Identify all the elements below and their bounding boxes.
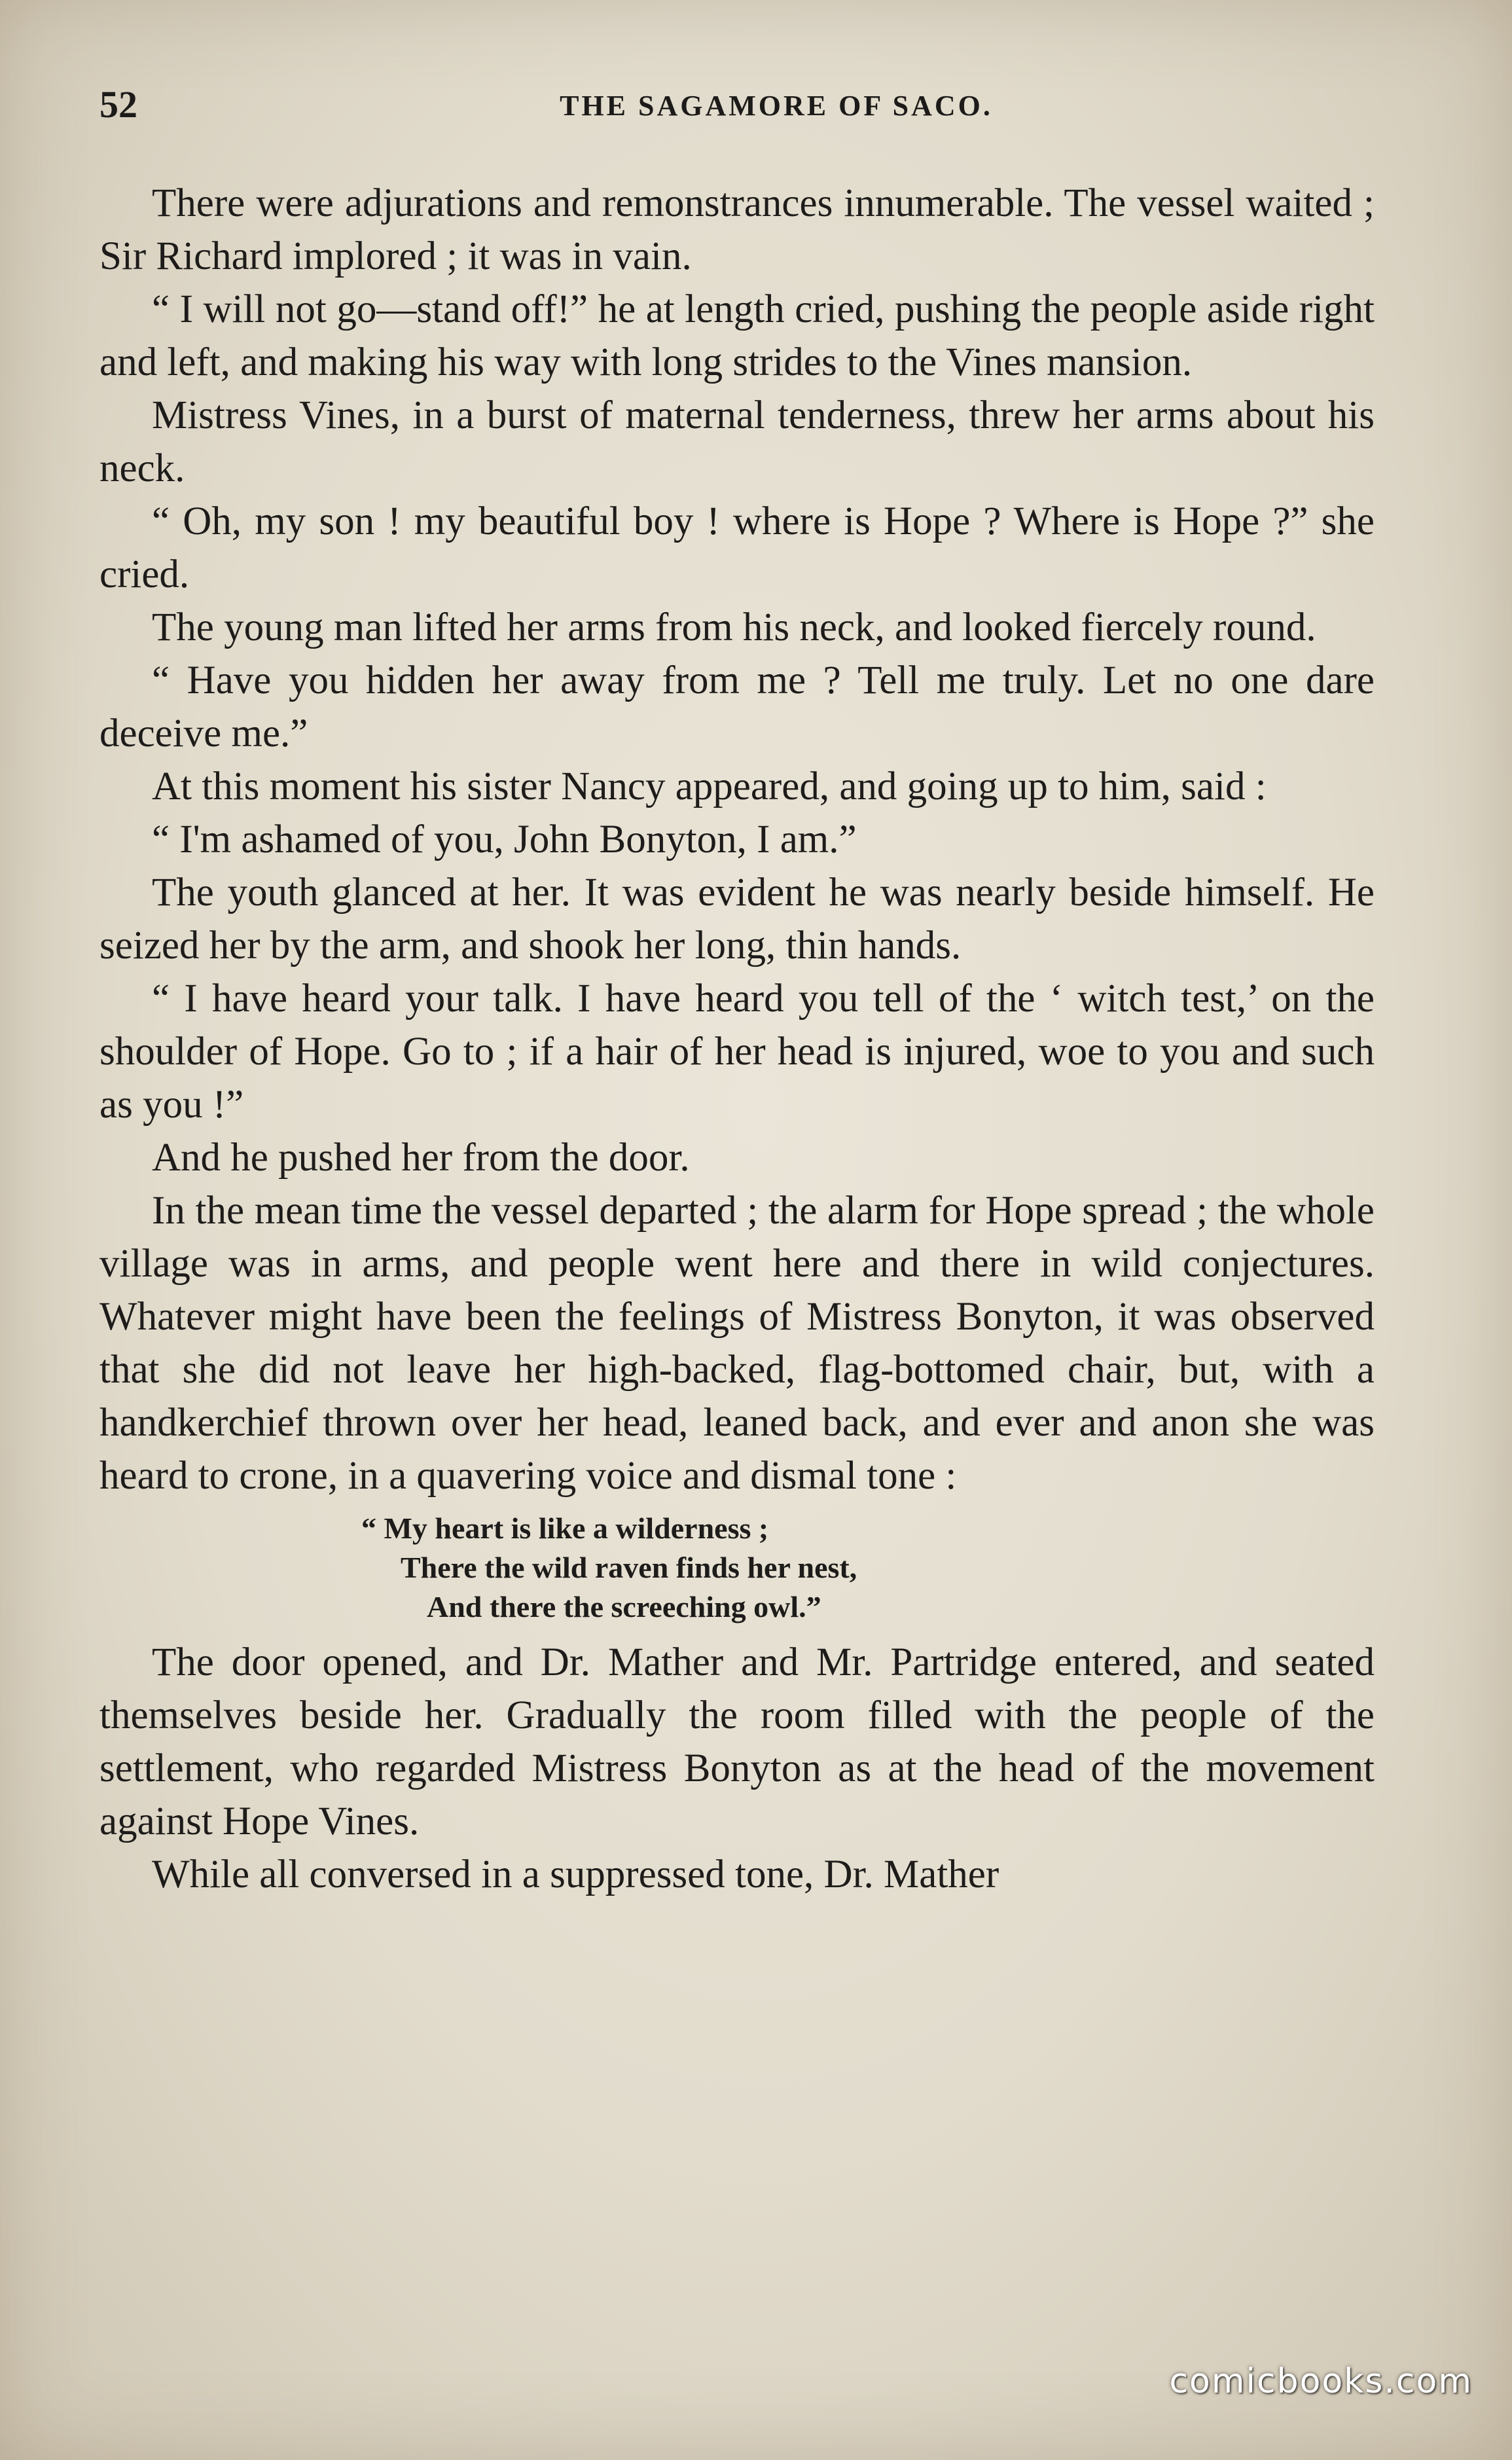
paragraph: “ I will not go—stand off!” he at length cried, pushing the people aside right and left, and making his way with long strides to the Vines mansion.	[99, 287, 1375, 384]
verse-line: There the wild raven finds her nest,	[401, 1551, 857, 1584]
running-head: THE SAGAMORE OF SACO.	[560, 90, 993, 122]
paragraph: “ Oh, my son ! my beautiful boy ! where is Hope ? Where is Hope ?” she cried.	[99, 499, 1375, 596]
paragraph: The youth glanced at her. It was evident he was nearly beside himself. He seized her by the arm, and shook her long, thin hands.	[99, 871, 1375, 968]
paragraph: There were adjurations and remonstrances innumerable. The vessel waited ; Sir Richard implored ; it was in vain.	[99, 181, 1375, 278]
page-header	[99, 77, 1375, 136]
watermark: comicbooks.com	[1169, 2362, 1473, 2401]
paragraph: “ I have heard your talk. I have heard you tell of the ‘ witch test,’ on the shoulder of Hope. Go to ; if a hair of her head is injured, woe to you and such as you !”	[99, 977, 1375, 1127]
paragraph: “ Have you hidden her away from me ? Tell me truly. Let no one dare deceive me.”	[99, 659, 1375, 755]
paragraph: In the mean time the vessel departed ; the alarm for Hope spread ; the whole village was in arms, and people went here and there in wild conjectures. Whatever might have been the feelings of Mistress Bonyton, it was observed that she did not leave her high-backed, flag-bottomed chair, but, with a handkerchief thrown over her head, leaned back, and ever and anon she was heard to crone, in a quavering voice and dismal tone :	[99, 1189, 1375, 1498]
verse-quotation	[99, 1509, 1375, 1627]
verse-line: “ My heart is like a wilderness ;	[361, 1511, 769, 1545]
paragraph: The young man lifted her arms from his neck, and looked fiercely round.	[152, 606, 1316, 649]
paragraph: At this moment his sister Nancy appeared, and going up to him, said :	[152, 765, 1267, 808]
body-text	[99, 177, 1375, 1901]
paragraph: And he pushed her from the door.	[152, 1136, 690, 1180]
paragraph: Mistress Vines, in a burst of maternal tenderness, threw her arms about his neck.	[99, 393, 1375, 490]
paragraph: While all conversed in a suppressed tone, Dr. Mather	[152, 1853, 999, 1896]
page-number: 52	[99, 83, 137, 126]
verse-line: And there the screeching owl.”	[427, 1590, 821, 1623]
paragraph: The door opened, and Dr. Mather and Mr. Partridge entered, and seated themselves beside her. Gradually the room filled with the people of the settlement, who regarded Mistress Bonyton as at the head of the movement against Hope Vines.	[99, 1640, 1375, 1843]
paragraph: “ I'm ashamed of you, John Bonyton, I am.”	[152, 818, 857, 861]
